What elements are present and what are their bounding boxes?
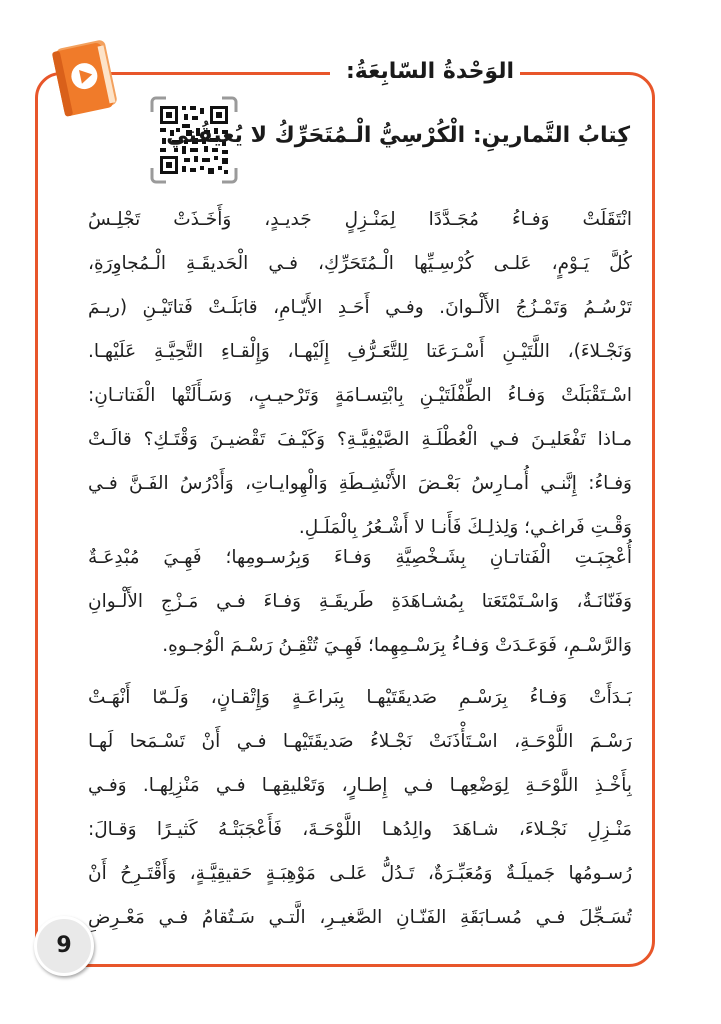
title-rule xyxy=(150,72,320,75)
text-line: وَالرَّسْـمِ، فَوَعَـدَتْ وَفـاءُ بِرَسْـمِهِما؛ فَهِـيَ تُتْقِـنُ رَسْـمَ الْوُجـوهِ. xyxy=(162,635,632,656)
text-line: وَنَجْـلاءَ)، اللَّتَيْـنِ أَسْـرَعَتا لِلتَّعَـرُّفِ إِلَيْهـا، وَإِلْقـاءِ التَّحِيَّـةِ عَلَيْهـا. xyxy=(88,341,632,362)
text-line: اسْـتَقْبَلَتْ وَفـاءُ الطِّفْلَتَيْـنِ بِابْتِسـامَةٍ وَتَرْحيـبٍ، وَسَـأَلَتْها الْفَتاتـانِ: xyxy=(88,385,632,406)
text-line: مَنْـزِلِ نَجْـلاءَ، شـاهَدَ والِدُهـا اللَّوْحَـةَ، فَأَعْجَبَتْـهُ كَثيـرًا وَقـالَ: xyxy=(88,819,632,840)
text-line: تَرْسُـمُ وَتَمْـزُجُ الأَلْـوانَ. وفـي أَحَـدِ الأَيّـامِ، قابَلَـتْ فَتاتَيْـنِ (ريـمَ xyxy=(88,297,632,318)
text-line: مـاذا تَفْعَليـنَ فـي الْعُطْلَـةِ الصَّيْفِيَّـةِ؟ وَكَيْـفَ تَقْضيـنَ وَقْتَـكِ؟ قالَـتْ xyxy=(88,429,632,450)
text-line: وَفـاءُ: إِنَّنـي أُمـارِسُ بَعْـضَ الأَنْشِـطَةِ وَالْهِوايـاتِ، وَأَدْرُسُ الفَـنَّ فـي xyxy=(88,473,632,494)
text-line: رَسْـمَ اللَّوْحَـةِ، اسْـتَأْذَنَتْ نَجْـلاءُ صَديقَتَيْهـا فـي أَنْ تَسْـمَحا لَهـا xyxy=(88,731,632,752)
paragraph-1 xyxy=(88,198,632,550)
page-number-badge xyxy=(34,916,92,978)
paragraph-3 xyxy=(88,676,632,940)
text-line: وَفَنّانَـةٌ، وَاسْـتَمْتَعَتا بِمُشـاهَدَةِ طَريقَـةِ وَفـاءَ فـي مَـزْجِ الأَلْـوانِ xyxy=(88,591,632,612)
paragraph-2 xyxy=(88,536,632,668)
text-line: بَـدَأَتْ وَفـاءُ بِرَسْـمِ صَديقَتَيْهـا بِبَراعَـةٍ وَإِتْقـانٍ، وَلَـمّا أَنْهَـتْ xyxy=(88,687,632,708)
page-number: 9 xyxy=(34,916,94,976)
text-line: انْتَقَلَتْ وَفـاءُ مُجَـدَّدًا لِمَنْـزِلٍ جَديـدٍ، وَأَخَـذَتْ تَجْلِـسُ xyxy=(88,209,632,230)
text-line: بِأَخْـذِ اللَّوْحَـةِ لِوَضْعِهـا فـي إِطـارٍ، وَتَعْليقِهـا فـي مَنْزِلِهـا. وَفـي xyxy=(88,775,632,796)
text-line: تُسَـجِّلَ فـي مُسـابَقَةِ الفَنّـانِ الصَّغيـرِ، الَّتـي سَـتُقامُ فـي مَعْـرِضِ xyxy=(88,907,632,928)
exercise-title: كِتابُ التَّمارينِ: الْكُرْسِيُّ الْـمُتَحَرِّكُ لا يُعيقُني xyxy=(166,123,630,148)
book-play-icon[interactable] xyxy=(48,36,122,122)
text-line: كُلَّ يَـوْمٍ، عَلـى كُرْسِـيِّها الْـمُتَحَرِّكِ، فـي الْحَديقَـةِ الْـمُجاوِرَةِ، xyxy=(88,253,632,274)
text-line: أُعْجِبَـتِ الْفَتاتـانِ بِشَـخْصِيَّةِ وَفـاءَ وَبِرُسـومِها؛ فَهِـيَ مُبْدِعَـةٌ xyxy=(88,547,632,568)
text-line: وَقْـتِ فَراغـي؛ وَلِذلِـكَ فَأَنـا لا أَشْـعُرُ بِالْمَلَـلِ. xyxy=(298,517,632,538)
text-line: رُسـومُها جَميلَـةٌ وَمُعَبِّـرَةٌ، تَـدُلُّ عَلـى مَوْهِبَـةٍ حَقيقِيَّـةٍ، وَأَقْتَـرِحُ أَنْ xyxy=(88,863,632,884)
unit-title: الوَحْدةُ السّابِعَةُ: xyxy=(345,59,515,84)
